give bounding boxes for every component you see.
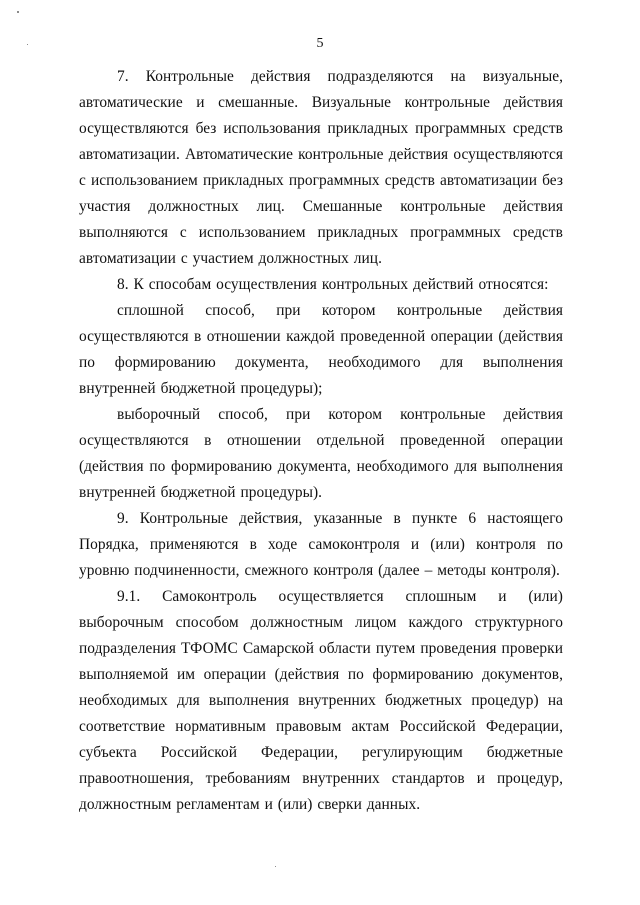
paragraph-7: 7. Контрольные действия подразделяются на визуальные, автоматические и смешанные. Визуальные контрольные действия осуществляются без использования прикладных программных средств автоматизации. Автоматические контрольные действия осуществляются с использованием прикладных программных средств автоматизации без участия должностных лиц. Смешанные контрольные действия выполняются с использованием прикладных программных средств автоматизации с участием должностных лиц. bbox=[79, 68, 563, 267]
paragraph-8-selective-method: выборочный способ, при котором контрольные действия осуществляются в отношении отдельной проведенной операции (действия по формированию документа, необходимого для выполнения внутренней бюджетной процедуры). bbox=[79, 406, 563, 501]
paragraph-9: 9. Контрольные действия, указанные в пункте 6 настоящего Порядка, применяются в ходе самоконтроля и (или) контроля по уровню подчиненности, смежного контроля (далее – методы контроля). bbox=[79, 510, 563, 579]
paragraph-8: 8. К способам осуществления контрольных действий относятся: bbox=[117, 276, 549, 293]
scan-speck bbox=[275, 866, 276, 867]
scan-speck bbox=[27, 44, 28, 45]
page-number: 5 bbox=[316, 36, 324, 51]
scan-speck bbox=[17, 11, 19, 13]
document-body bbox=[79, 64, 563, 818]
paragraph-9-1: 9.1. Самоконтроль осуществляется сплошным и (или) выборочным способом должностным лицом каждого структурного подразделения ТФОМС Самарской области путем проведения проверки выполняемой им операции (действия по формированию документов, необходимых для выполнения внутренних бюджетных процедур) на соответствие нормативным правовым актам Российской Федерации, субъекта Российской Федерации, регулирующим бюджетные правоотношения, требованиям внутренних стандартов и процедур, должностным регламентам и (или) сверки данных. bbox=[79, 588, 563, 813]
paragraph-8-continuous-method: сплошной способ, при котором контрольные действия осуществляются в отношении каждой проведенной операции (действия по формированию документа, необходимого для выполнения внутренней бюджетной процедуры); bbox=[79, 302, 563, 397]
